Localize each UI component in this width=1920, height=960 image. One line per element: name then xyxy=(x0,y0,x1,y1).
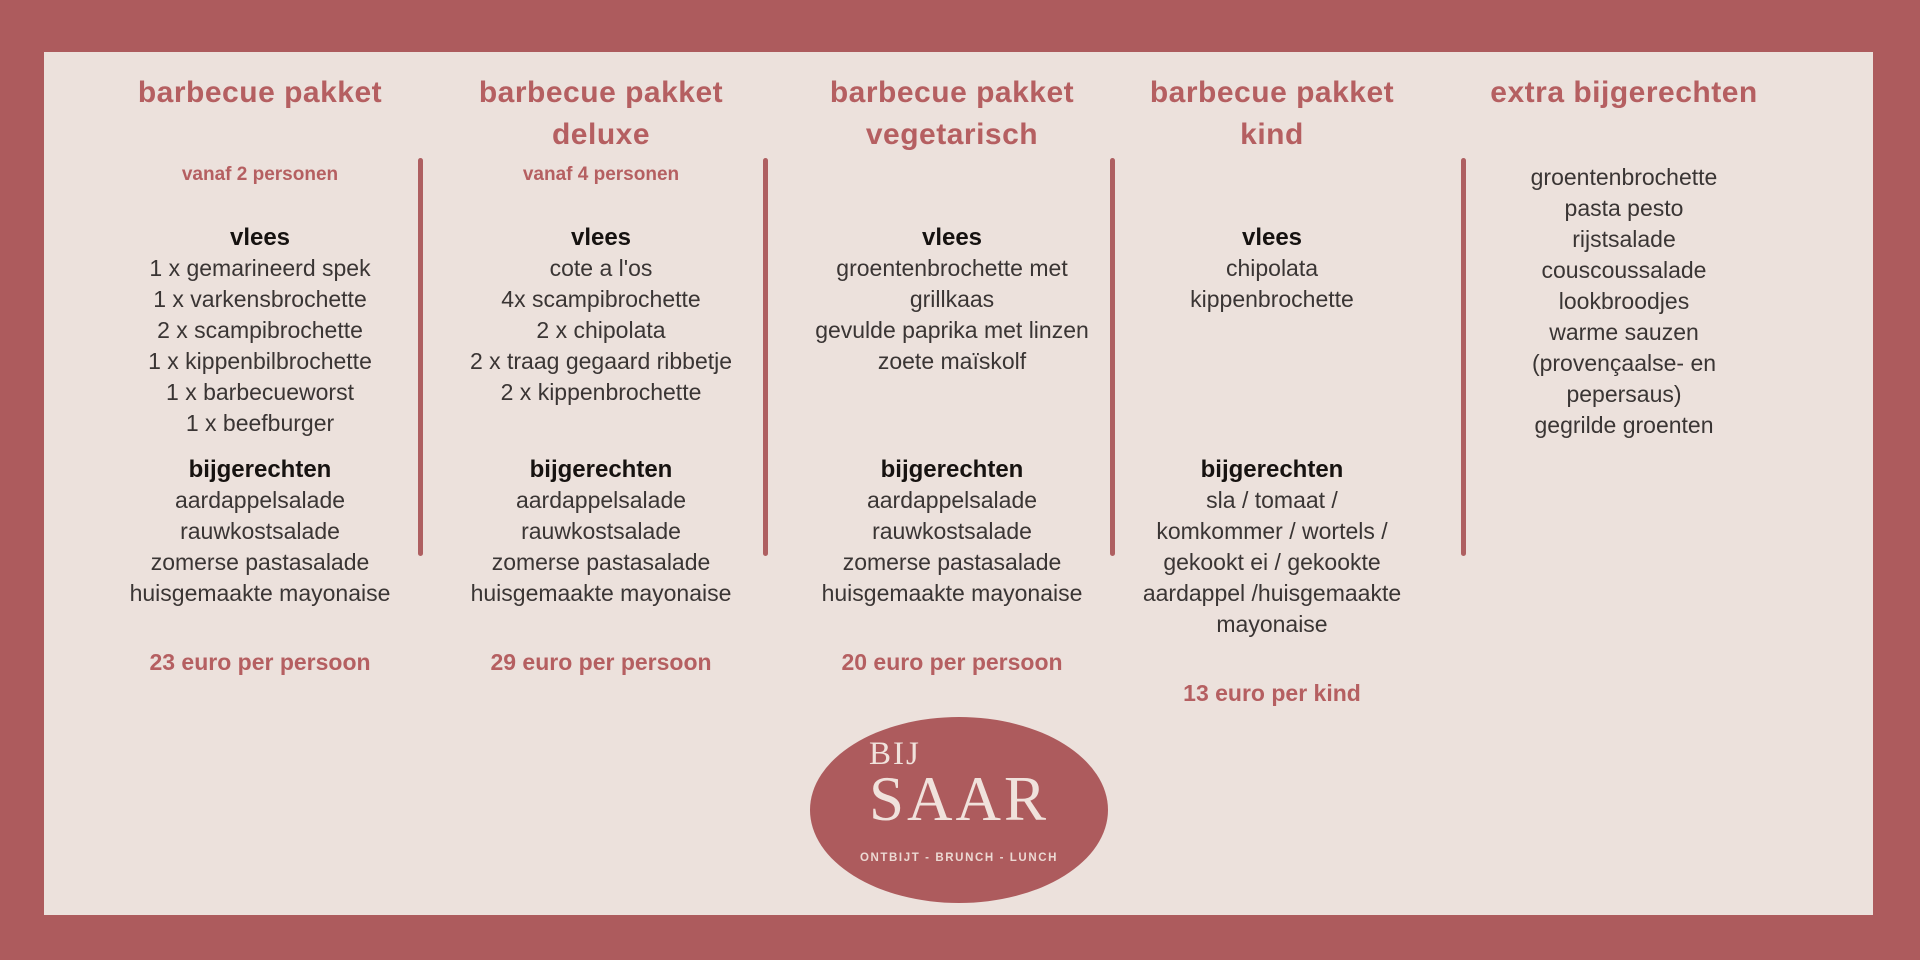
menu-line: deluxe xyxy=(551,118,651,151)
meat-section-label: vlees xyxy=(570,224,632,251)
logo-name-text: SAAR xyxy=(868,764,1050,834)
menu-line: gegrilde groenten xyxy=(1534,412,1714,438)
menu-line: warme sauzen xyxy=(1549,319,1699,345)
package-column-kind xyxy=(1112,72,1432,706)
package-price: 20 euro per persoon xyxy=(841,649,1063,675)
menu-line: pepersaus) xyxy=(1566,381,1682,407)
menu-line: groentenbrochette met xyxy=(836,255,1068,281)
logo-tagline: ONTBIJT - BRUNCH - LUNCH xyxy=(859,852,1059,864)
extras-column xyxy=(1463,72,1785,441)
package-column-basic xyxy=(85,72,435,675)
menu-line: 2 x traag gegaard ribbetje xyxy=(469,348,733,374)
meat-section-label: vlees xyxy=(229,224,291,251)
menu-line: zomerse pastasalade xyxy=(842,549,1062,575)
menu-line: rauwkostsalade xyxy=(521,518,681,544)
menu-line: sla / tomaat / xyxy=(1206,487,1338,513)
menu-line: gevulde paprika met linzen xyxy=(815,317,1089,343)
column-divider xyxy=(763,158,768,556)
menu-line: vegetarisch xyxy=(865,118,1039,151)
menu-line: pasta pesto xyxy=(1564,195,1684,221)
menu-line: zomerse pastasalade xyxy=(150,549,370,575)
menu-line: grillkaas xyxy=(909,286,995,312)
sides-section-label: bijgerechten xyxy=(880,456,1024,483)
meat-items xyxy=(777,253,1127,377)
package-column-deluxe xyxy=(426,72,776,675)
menu-line: cote a l'os xyxy=(549,255,653,281)
menu-line: barbecue pakket xyxy=(137,76,383,109)
menu-line: mayonaise xyxy=(1216,611,1328,637)
meat-section xyxy=(426,223,776,455)
package-title xyxy=(85,72,435,164)
menu-line: rauwkostsalade xyxy=(180,518,340,544)
menu-line: 1 x gemarineerd spek xyxy=(149,255,371,281)
package-title xyxy=(1112,72,1432,164)
menu-line: (provençaalse- en xyxy=(1531,350,1717,376)
logo-wordmark xyxy=(868,736,1050,834)
sides-section xyxy=(85,455,435,609)
menu-line: rijstsalade xyxy=(1572,226,1676,252)
menu-line: 1 x beefburger xyxy=(185,410,335,436)
menu-line: 1 x barbecueworst xyxy=(166,379,354,405)
menu-line: chipolata xyxy=(1225,255,1319,281)
menu-line: barbecue pakket xyxy=(829,76,1075,109)
menu-line: barbecue pakket xyxy=(478,76,724,109)
meat-section xyxy=(1112,223,1432,455)
menu-line: zomerse pastasalade xyxy=(491,549,711,575)
sides-items xyxy=(1112,485,1432,640)
menu-line: 2 x chipolata xyxy=(536,317,666,343)
menu-line: aardappelsalade xyxy=(174,487,346,513)
menu-line: gekookt ei / gekookte xyxy=(1163,549,1381,575)
menu-line: barbecue pakket xyxy=(1149,76,1395,109)
menu-line: rauwkostsalade xyxy=(872,518,1032,544)
meat-section-label: vlees xyxy=(1241,224,1303,251)
menu-line: kippenbrochette xyxy=(1190,286,1354,312)
menu-line: huisgemaakte mayonaise xyxy=(821,580,1083,606)
sides-items xyxy=(85,485,435,609)
menu-line: 4x scampibrochette xyxy=(501,286,701,312)
sides-items xyxy=(777,485,1127,609)
menu-line: komkommer / wortels / xyxy=(1156,518,1388,544)
sides-section-label: bijgerechten xyxy=(1200,456,1344,483)
extras-title xyxy=(1463,72,1785,164)
menu-line: huisgemaakte mayonaise xyxy=(470,580,732,606)
package-price: 13 euro per kind xyxy=(1183,680,1361,706)
menu-line: groentenbrochette xyxy=(1530,164,1718,190)
sides-section xyxy=(777,455,1127,609)
meat-items xyxy=(85,253,435,439)
menu-line: 1 x varkensbrochette xyxy=(153,286,367,312)
sides-section xyxy=(1112,455,1432,640)
menu-line: couscoussalade xyxy=(1541,257,1707,283)
meat-section-label: vlees xyxy=(921,224,983,251)
meat-section xyxy=(777,223,1127,455)
menu-line: zoete maïskolf xyxy=(877,348,1027,374)
sides-section-label: bijgerechten xyxy=(188,456,332,483)
menu-line: 1 x kippenbilbrochette xyxy=(148,348,372,374)
package-subtitle xyxy=(777,164,1127,186)
menu-line: huisgemaakte mayonaise xyxy=(129,580,391,606)
logo-top-text: BIJ xyxy=(868,736,921,772)
meat-items xyxy=(426,253,776,408)
package-subtitle: vanaf 4 personen xyxy=(522,164,680,185)
menu-line: 2 x kippenbrochette xyxy=(500,379,702,405)
menu-line: kind xyxy=(1240,118,1304,151)
extras-items xyxy=(1463,162,1785,441)
package-column-vegetarisch xyxy=(777,72,1127,675)
sides-section xyxy=(426,455,776,609)
sides-section-label: bijgerechten xyxy=(529,456,673,483)
package-price: 23 euro per persoon xyxy=(149,649,371,675)
menu-line: aardappel /huisgemaakte xyxy=(1142,580,1402,606)
package-title xyxy=(426,72,776,164)
menu-line: 2 x scampibrochette xyxy=(157,317,363,343)
menu-line: lookbroodjes xyxy=(1558,288,1690,314)
restaurant-logo xyxy=(810,717,1108,903)
column-divider xyxy=(418,158,423,556)
package-subtitle xyxy=(1112,164,1432,186)
meat-items xyxy=(1112,253,1432,315)
menu-line: extra bijgerechten xyxy=(1490,76,1758,109)
menu-line: aardappelsalade xyxy=(866,487,1038,513)
meat-section xyxy=(85,223,435,455)
package-subtitle: vanaf 2 personen xyxy=(181,164,339,185)
package-title xyxy=(777,72,1127,164)
sides-items xyxy=(426,485,776,609)
package-price: 29 euro per persoon xyxy=(490,649,712,675)
menu-line: aardappelsalade xyxy=(515,487,687,513)
